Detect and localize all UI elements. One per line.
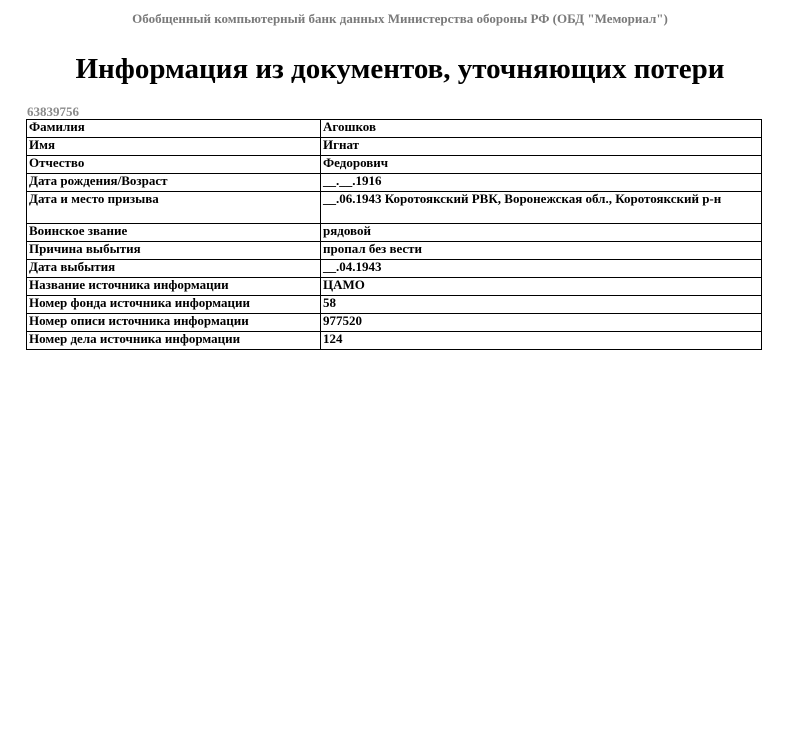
field-label-birth-date: Дата рождения/Возраст (27, 174, 321, 192)
table-row (27, 242, 762, 260)
field-value-conscription: __.06.1943 Коротоякский РВК, Воронежская обл., Коротоякский р-н (321, 192, 762, 224)
table-row (27, 192, 762, 224)
field-label-rank: Воинское звание (27, 224, 321, 242)
field-label-conscription: Дата и место призыва (27, 192, 321, 224)
field-value-loss-reason: пропал без вести (321, 242, 762, 260)
field-label-source-name: Название источника информации (27, 278, 321, 296)
table-row (27, 314, 762, 332)
field-label-patronymic: Отчество (27, 156, 321, 174)
field-label-case-number: Номер дела источника информации (27, 332, 321, 350)
table-row (27, 296, 762, 314)
field-value-case-number: 124 (321, 332, 762, 350)
table-row (27, 138, 762, 156)
field-value-fond-number: 58 (321, 296, 762, 314)
table-row (27, 174, 762, 192)
field-label-fond-number: Номер фонда источника информации (27, 296, 321, 314)
field-value-source-name: ЦАМО (321, 278, 762, 296)
field-label-loss-date: Дата выбытия (27, 260, 321, 278)
field-value-birth-date: __.__.1916 (321, 174, 762, 192)
table-row (27, 120, 762, 138)
table-row (27, 332, 762, 350)
field-value-patronymic: Федорович (321, 156, 762, 174)
table-row (27, 224, 762, 242)
table-row (27, 156, 762, 174)
record-id: 63839756 (27, 104, 79, 119)
page-title: Информация из документов, уточняющих потери (75, 53, 725, 85)
info-table (26, 119, 762, 350)
field-label-surname: Фамилия (27, 120, 321, 138)
bank-title: Обобщенный компьютерный банк данных Министерства обороны РФ (ОБД "Мемориал") (132, 11, 668, 26)
field-value-inventory-number: 977520 (321, 314, 762, 332)
table-row (27, 278, 762, 296)
field-label-loss-reason: Причина выбытия (27, 242, 321, 260)
field-value-name: Игнат (321, 138, 762, 156)
field-value-rank: рядовой (321, 224, 762, 242)
table-row (27, 260, 762, 278)
field-value-loss-date: __.04.1943 (321, 260, 762, 278)
field-label-inventory-number: Номер описи источника информации (27, 314, 321, 332)
field-label-name: Имя (27, 138, 321, 156)
field-value-surname: Агошков (321, 120, 762, 138)
